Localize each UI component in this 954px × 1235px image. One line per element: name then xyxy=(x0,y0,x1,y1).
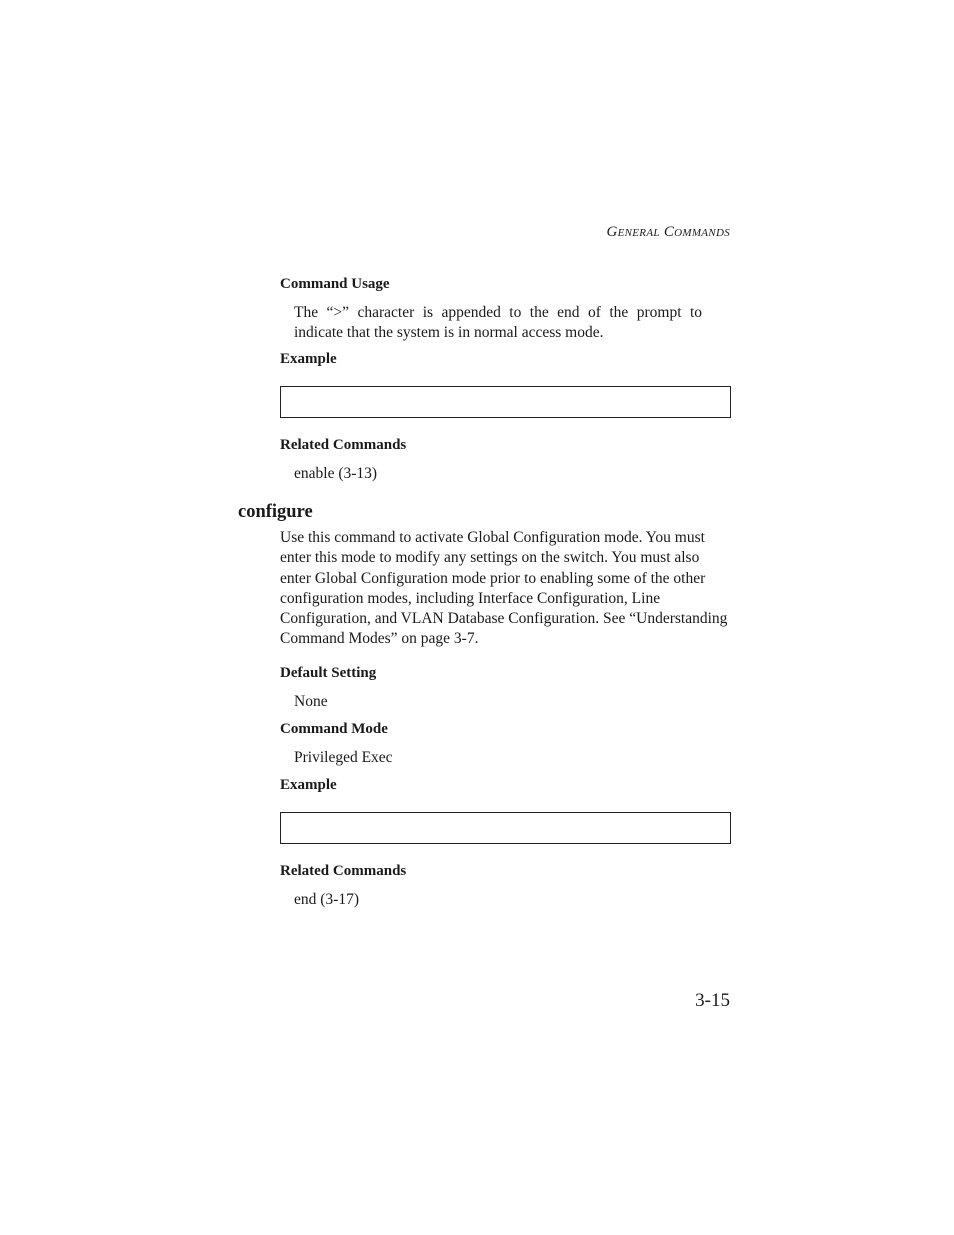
command-usage-text: The “>” character is appended to the end of the prompt to indicate that the system is in normal access mode. xyxy=(294,304,702,341)
related-command-enable: enable (3-13) xyxy=(294,465,378,482)
running-header: General Commands xyxy=(606,224,730,240)
example-heading: Example xyxy=(280,351,337,367)
section-title-configure: configure xyxy=(238,502,313,522)
configure-description: Use this command to activate Global Configuration mode. You must enter this mode to modify any settings on the switch. You must also enter Global Configuration mode prior to enabling some of the other configuration modes, including Interface Configuration, Line Configuration, and VLAN Database Configuration. See “Understanding Command Modes” on page 3-7. xyxy=(280,529,728,648)
command-mode-value: Privileged Exec xyxy=(294,749,393,766)
related-commands-heading: Related Commands xyxy=(280,437,407,453)
default-setting-value: None xyxy=(294,693,328,710)
command-usage-heading: Command Usage xyxy=(280,276,390,292)
configure-example-heading: Example xyxy=(280,777,337,793)
default-setting-heading: Default Setting xyxy=(280,665,377,681)
page-number: 3-15 xyxy=(695,990,730,1011)
configure-related-commands-heading: Related Commands xyxy=(280,863,407,879)
related-command-end: end (3-17) xyxy=(294,891,359,908)
configure-example-code-box xyxy=(280,812,731,844)
command-mode-heading: Command Mode xyxy=(280,721,388,737)
example-code-box xyxy=(280,386,731,418)
